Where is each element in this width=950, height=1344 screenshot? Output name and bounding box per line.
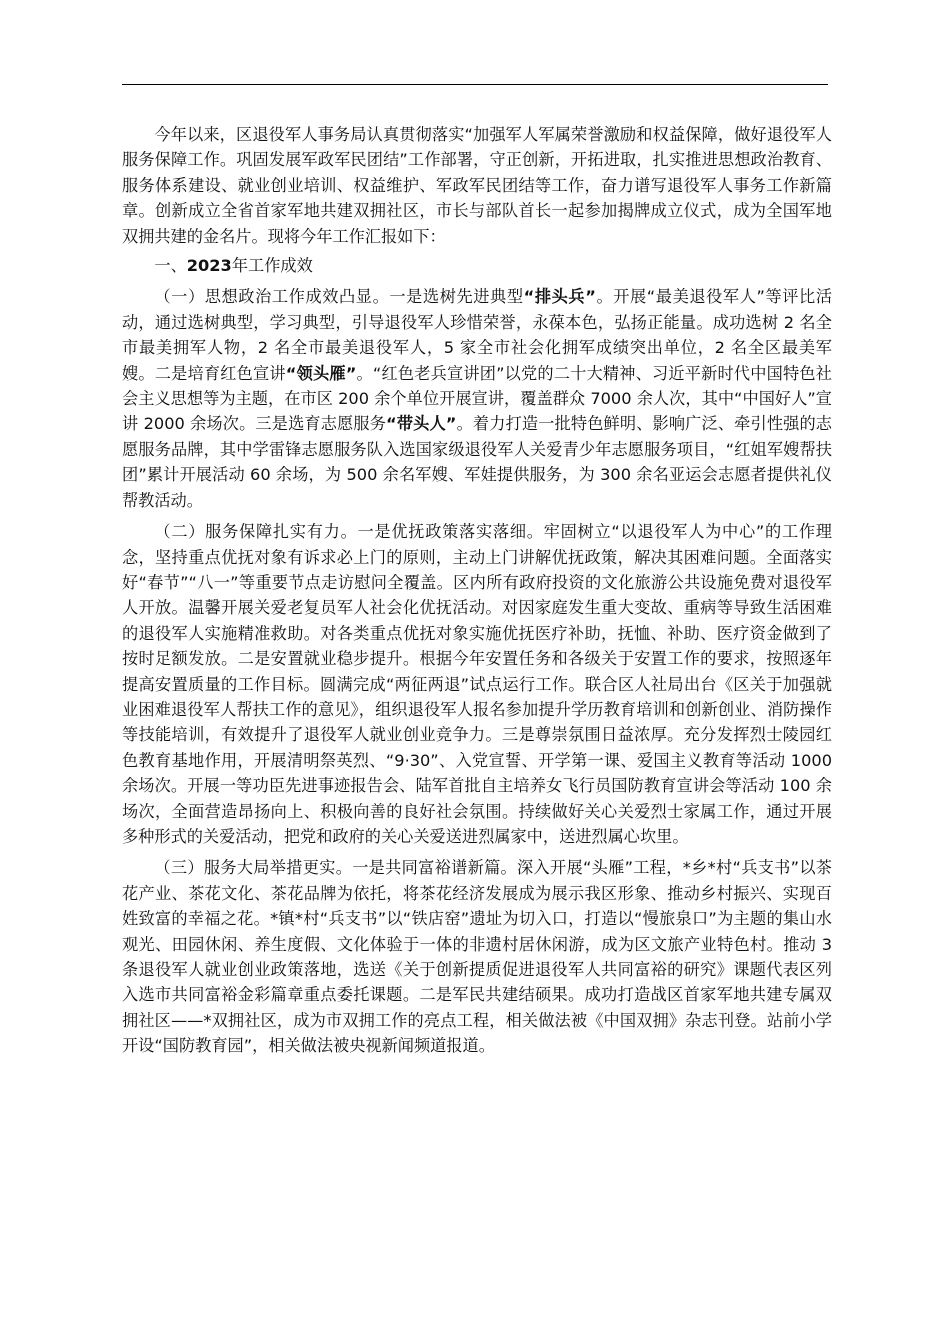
heading-suffix: 年工作成效 [231, 256, 313, 276]
intro-paragraph: 今年以来，区退役军人事务局认真贯彻落实“加强军人军属荣誉激励和权益保障，做好退役军人服务保障工作。巩固发展军政军民团结”工作部署，守正创新，开拓进取，扎实推进思想政治教育、服务体系建设、就业创业培训、权益维护、军政军民团结等工作，奋力谱写退役军人事务工作新篇章。创新成立全省首家军地共建双拥社区，市长与部队首长一起参加揭牌成立仪式，成为全国军地双拥共建的金名片。现将今年工作汇报如下： [122, 125, 832, 246]
p1-text-c: 。开展“最美退役军人”等评比活动，通过选树典型，学习典型，引导退役军人珍惜荣誉，永葆本色，弘扬正能量。成功选树 2 名全市最美拥军人物，2 名全市最美退役军人，5 家全市社会化拥军成绩突出单位，2 名全区最美军嫂。二是培育红色宣讲 [122, 287, 833, 383]
p1-text-g: 。着力打造一批特色鲜明、影响广泛、牵引性强的志愿服务品牌，其中学雷锋志愿服务队入选国家级退役军人关爱青少年志愿服务项目，“红姐军嫂帮扶团”累计开展活动 60 余场，为 500 余名军嫂、军娃提供服务，为 300 余名亚运会志愿者提供礼仪帮教活动。 [122, 414, 832, 510]
header-rule [122, 84, 828, 85]
p1-keyword-pacesetter: “排头兵” [523, 287, 596, 307]
p1-keyword-leader: “带头人” [386, 414, 457, 434]
paragraph-overall-service: （三）服务大局举措更实。一是共同富裕谱新篇。深入开展“头雁”工程，*乡*村“兵支书”以茶花产业、茶花文化、茶花品牌为依托，将茶花经济发展成为展示我区形象、推动乡村振兴、实现百姓致富的幸福之花。*镇*村“兵支书”以“铁店窑”遗址为切入口，打造以“慢旅泉口”为主题的集山水观光、田园休闲、养生度假、文化体验于一体的非遗村居休闲游，成为区文旅产业特色村。推动 3 条退役军人就业创业政策落地，选送《关于创新提质促进退役军人共同富裕的研究》课题代表区列入选市共同富裕金彩篇章重点委托课题。二是军民共建结硕果。成功打造战区首家军地共建专属双拥社区——*双拥社区，成为市双拥工作的亮点工程，相关做法被《中国双拥》杂志刊登。站前小学开设“国防教育园”，相关做法被央视新闻频道报道。 [122, 858, 832, 1056]
heading-prefix: 一、 [154, 256, 187, 276]
section-heading [122, 253, 832, 278]
p1-keyword-lead-goose: “领头雁” [285, 363, 357, 383]
paragraph-service-guarantee: （二）服务保障扎实有力。一是优抚政策落实落细。牢固树立“以退役军人为中心”的工作理念，坚持重点优抚对象有诉求必上门的原则，主动上门讲解优抚政策，解决其困难问题。全面落实好“春节”“八一”等重要节点走访慰问全覆盖。区内所有政府投资的文化旅游公共设施免费对退役军人开放。温馨开展关爱老复员军人社会化优抚活动。对因家庭发生重大变故、重病等导致生活困难的退役军人实施精准救助。对各类重点优抚对象实施优抚医疗补助，抚恤、补助、医疗资金做到了按时足额发放。二是安置就业稳步提升。根据今年安置任务和各级关于安置工作的要求，按照逐年提高安置质量的工作目标。圆满完成“两征两退”试点运行工作。联合区人社局出台《区关于加强就业困难退役军人帮扶工作的意见》，组织退役军人报名参加提升学历教育培训和创新创业、消防操作等技能培训，有效提升了退役军人就业创业竞争力。三是尊崇氛围日益浓厚。充分发挥烈士陵园红色教育基地作用，开展清明祭英烈、“9·30”、入党宣誓、开学第一课、爱国主义教育等活动 1000 余场次。开展一等功臣先进事迹报告会、陆军首批自主培养女飞行员国防教育宣讲会等活动 100 余场次，全面营造昂扬向上、积极向善的良好社会氛围。持续做好关心关爱烈士家属工作，通过开展多种形式的关爱活动，把党和政府的关心关爱送进烈属家中，送进烈属心坎里。 [122, 522, 832, 846]
paragraph-ideological-work [122, 284, 832, 513]
heading-year: 2023 [186, 256, 232, 276]
document-body [122, 122, 832, 1059]
p1-text-e: 。“红色老兵宣讲团”以党的二十大精神、习近平新时代中国特色社会主义思想等为主题，在市区 200 余个单位开展宣讲，覆盖群众 7000 余人次，其中“中国好人”宣讲 2000 余场次。三是选育志愿服务 [122, 363, 832, 434]
p1-text-a: （一）思想政治工作成效凸显。一是选树先进典型 [154, 287, 524, 307]
